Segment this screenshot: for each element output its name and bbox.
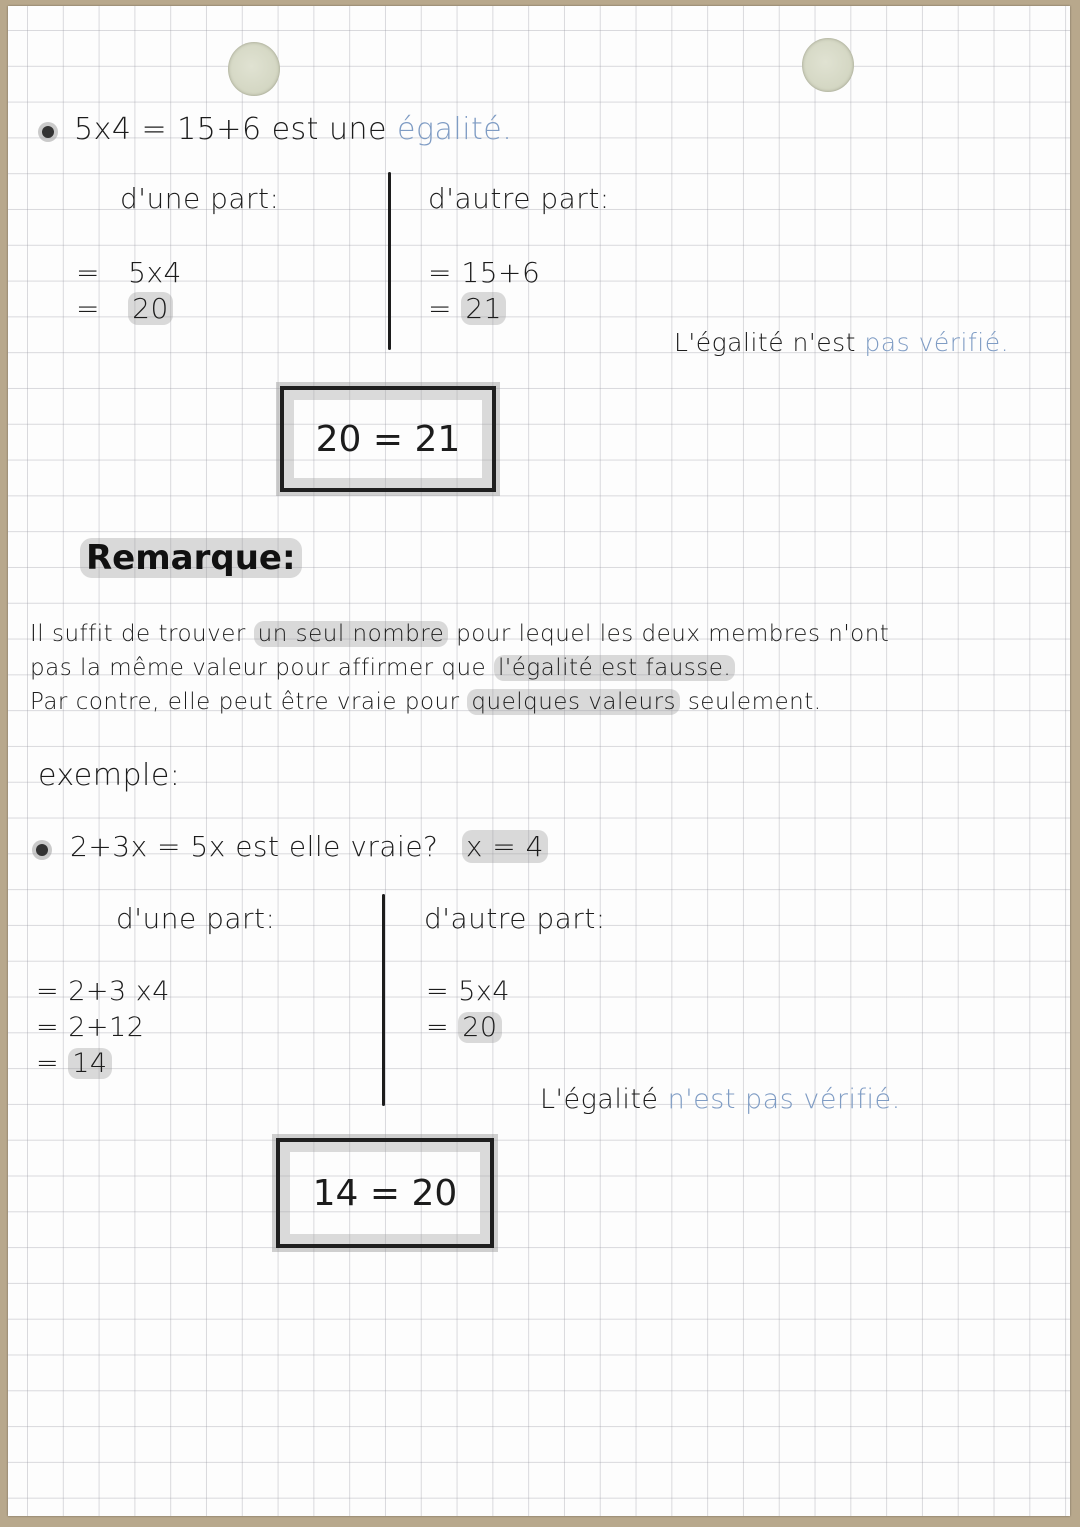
result-equation: 14 = 20: [312, 1172, 458, 1214]
equals-sign: =: [76, 292, 100, 325]
punch-hole-left: [228, 42, 280, 96]
conclusion-2: [540, 1084, 901, 1115]
right-step-1: [428, 256, 540, 289]
punch-hole-right: [802, 38, 854, 92]
right-step-2: [428, 292, 506, 325]
equals-sign: =: [428, 256, 452, 289]
conclusion-text: L'égalité: [540, 1084, 659, 1115]
highlighted-result: 14: [68, 1048, 111, 1079]
equals-sign: =: [76, 256, 100, 289]
result-box-1: [280, 386, 496, 492]
example-left-header: d'une part:: [116, 902, 276, 935]
column-divider: [382, 894, 385, 1106]
remark-line-3: [30, 686, 822, 718]
highlighted-phrase: quelques valeurs: [467, 689, 680, 715]
given-value: x = 4: [462, 830, 548, 863]
highlighted-phrase: un seul nombre: [254, 621, 449, 647]
text: seulement.: [680, 689, 822, 715]
graph-paper-page: [8, 6, 1070, 1516]
conclusion-emphasis: pas vérifié.: [864, 328, 1010, 357]
step-value: 2+3 x4: [68, 976, 170, 1007]
text: pas la même valeur pour affirmer que: [30, 655, 495, 681]
text: pour lequel les deux membres n'ont: [448, 621, 890, 647]
statement-expression: 5x4 = 15+6: [74, 112, 262, 147]
remark-line-1: [30, 618, 889, 650]
conclusion-emphasis: n'est pas vérifié.: [667, 1084, 901, 1115]
highlighted-phrase: l'égalité est fausse.: [494, 655, 735, 681]
example-question: [70, 830, 548, 863]
bullet-icon: [42, 126, 54, 138]
highlighted-result: 21: [461, 292, 506, 325]
conclusion-1: [674, 328, 1009, 357]
equality-statement: [74, 112, 512, 147]
result-equation: 20 = 21: [315, 418, 461, 460]
equals-sign: =: [428, 292, 452, 325]
remark-line-2: [30, 652, 735, 684]
equals-sign: =: [426, 1012, 450, 1043]
step-value: 2+12: [68, 1012, 145, 1043]
statement-keyword: égalité.: [397, 112, 513, 147]
right-side-header: d'autre part:: [428, 182, 610, 215]
remark-heading: Remarque:: [80, 538, 302, 578]
statement-est-une: est une: [271, 112, 387, 147]
equals-sign: =: [36, 1012, 60, 1043]
conclusion-text: L'égalité n'est: [674, 328, 856, 357]
example-left-step-3: [36, 1048, 112, 1079]
example-label: exemple:: [38, 758, 181, 793]
example-right-header: d'autre part:: [424, 902, 606, 935]
column-divider: [388, 172, 391, 350]
result-box-2: [276, 1138, 494, 1248]
bullet-icon: [36, 844, 48, 856]
question-text: 2+3x = 5x est elle vraie?: [70, 830, 439, 863]
step-value: 15+6: [461, 256, 541, 289]
equals-sign: =: [426, 976, 450, 1007]
left-step-2: [76, 292, 173, 325]
example-left-step-2: [36, 1012, 144, 1043]
example-right-step-1: [426, 976, 510, 1007]
equals-sign: =: [36, 976, 60, 1007]
step-value: 5x4: [128, 256, 182, 289]
example-left-step-1: [36, 976, 170, 1007]
left-side-header: d'une part:: [120, 182, 280, 215]
step-value: 5x4: [458, 976, 511, 1007]
text: Par contre, elle peut être vraie pour: [30, 689, 468, 715]
text: Il suffit de trouver: [30, 621, 254, 647]
highlighted-result: 20: [458, 1012, 501, 1043]
highlighted-result: 20: [128, 292, 173, 325]
left-step-1: [76, 256, 182, 289]
equals-sign: =: [36, 1048, 60, 1079]
example-right-step-2: [426, 1012, 502, 1043]
